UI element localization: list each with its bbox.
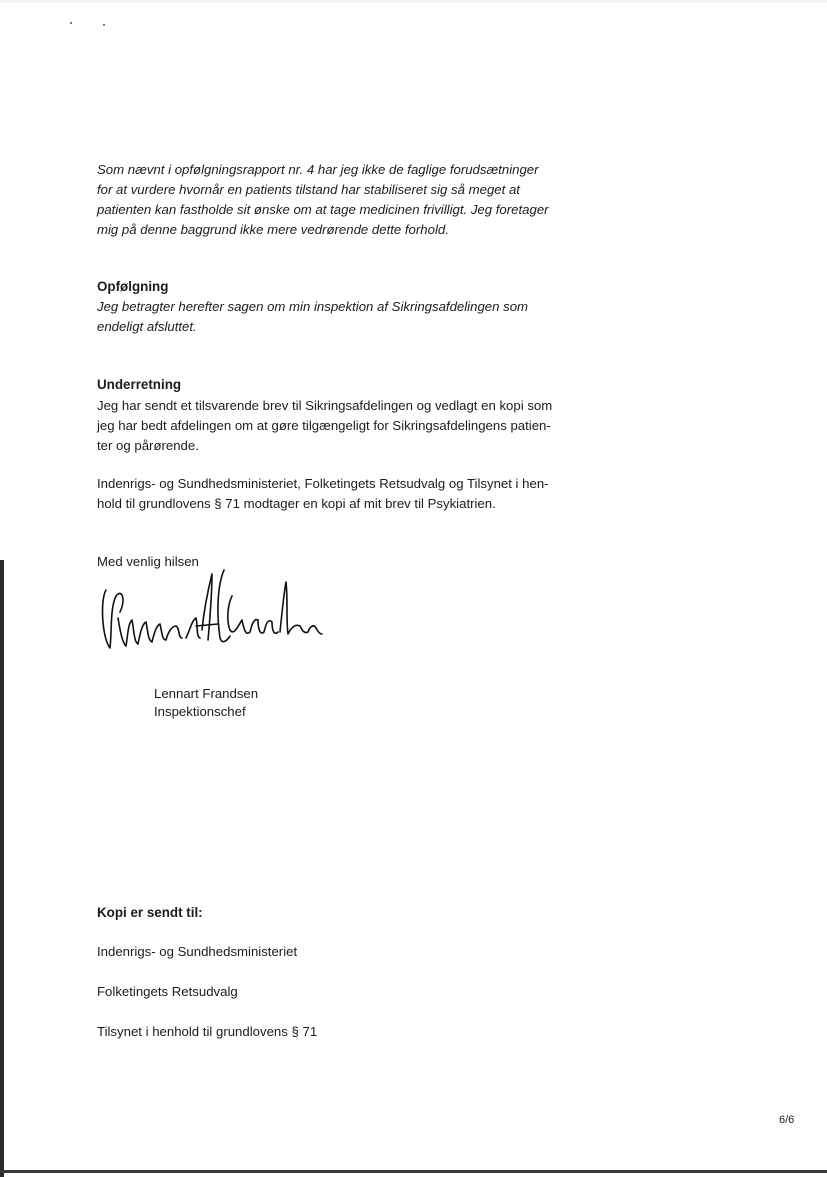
signer-title: Inspektionschef: [154, 704, 246, 719]
scan-top-edge: [0, 0, 827, 3]
opfolgning-paragraph: Jeg betragter herefter sagen om min inspektion af Sikringsafdelingen som endeligt afsluttet.: [97, 299, 529, 334]
copy-recipient: Tilsynet i henhold til grundlovens § 71: [97, 1024, 318, 1039]
copies-heading: Kopi er sendt til:: [97, 905, 203, 920]
medication-paragraph: Som nævnt i opfølgningsrapport nr. 4 har jeg ikke de faglige forudsætninger for at vurdere hvornår en patients tilstand har stabiliseret sig så meget at patienten kan fastholde sit ønske om at tage medicinen frivilligt. Jeg foretager mig på denne baggrund ikke mere vedrørende dette forhold.: [97, 162, 549, 237]
handwritten-signature: [96, 560, 326, 660]
scan-speck: [70, 22, 72, 24]
greeting: Med venlig hilsen: [97, 554, 199, 569]
underretning-paragraph: Jeg har sendt et tilsvarende brev til Sikringsafdelingen og vedlagt en kopi som jeg har bedt afdelingen om at gøre tilgængeligt for Sikringsafdelingens patien- ter og pårørende.: [97, 398, 553, 453]
copy-recipient: Folketingets Retsudvalg: [97, 984, 238, 999]
scan-left-edge: [0, 560, 4, 1177]
opfolgning-heading: Opfølgning: [97, 279, 169, 294]
page-number: 6/6: [779, 1114, 795, 1126]
underretning-heading: Underretning: [97, 377, 182, 392]
scan-speck: [103, 24, 105, 26]
signer-name: Lennart Frandsen: [154, 686, 259, 701]
copy-recipients-paragraph: Indenrigs- og Sundhedsministeriet, Folketingets Retsudvalg og Tilsynet i hen- hold til grundlovens § 71 modtager en kopi af mit brev til Psykiatrien.: [97, 476, 549, 511]
scan-bottom-edge: [0, 1170, 827, 1173]
copy-recipient: Indenrigs- og Sundhedsministeriet: [97, 944, 298, 959]
